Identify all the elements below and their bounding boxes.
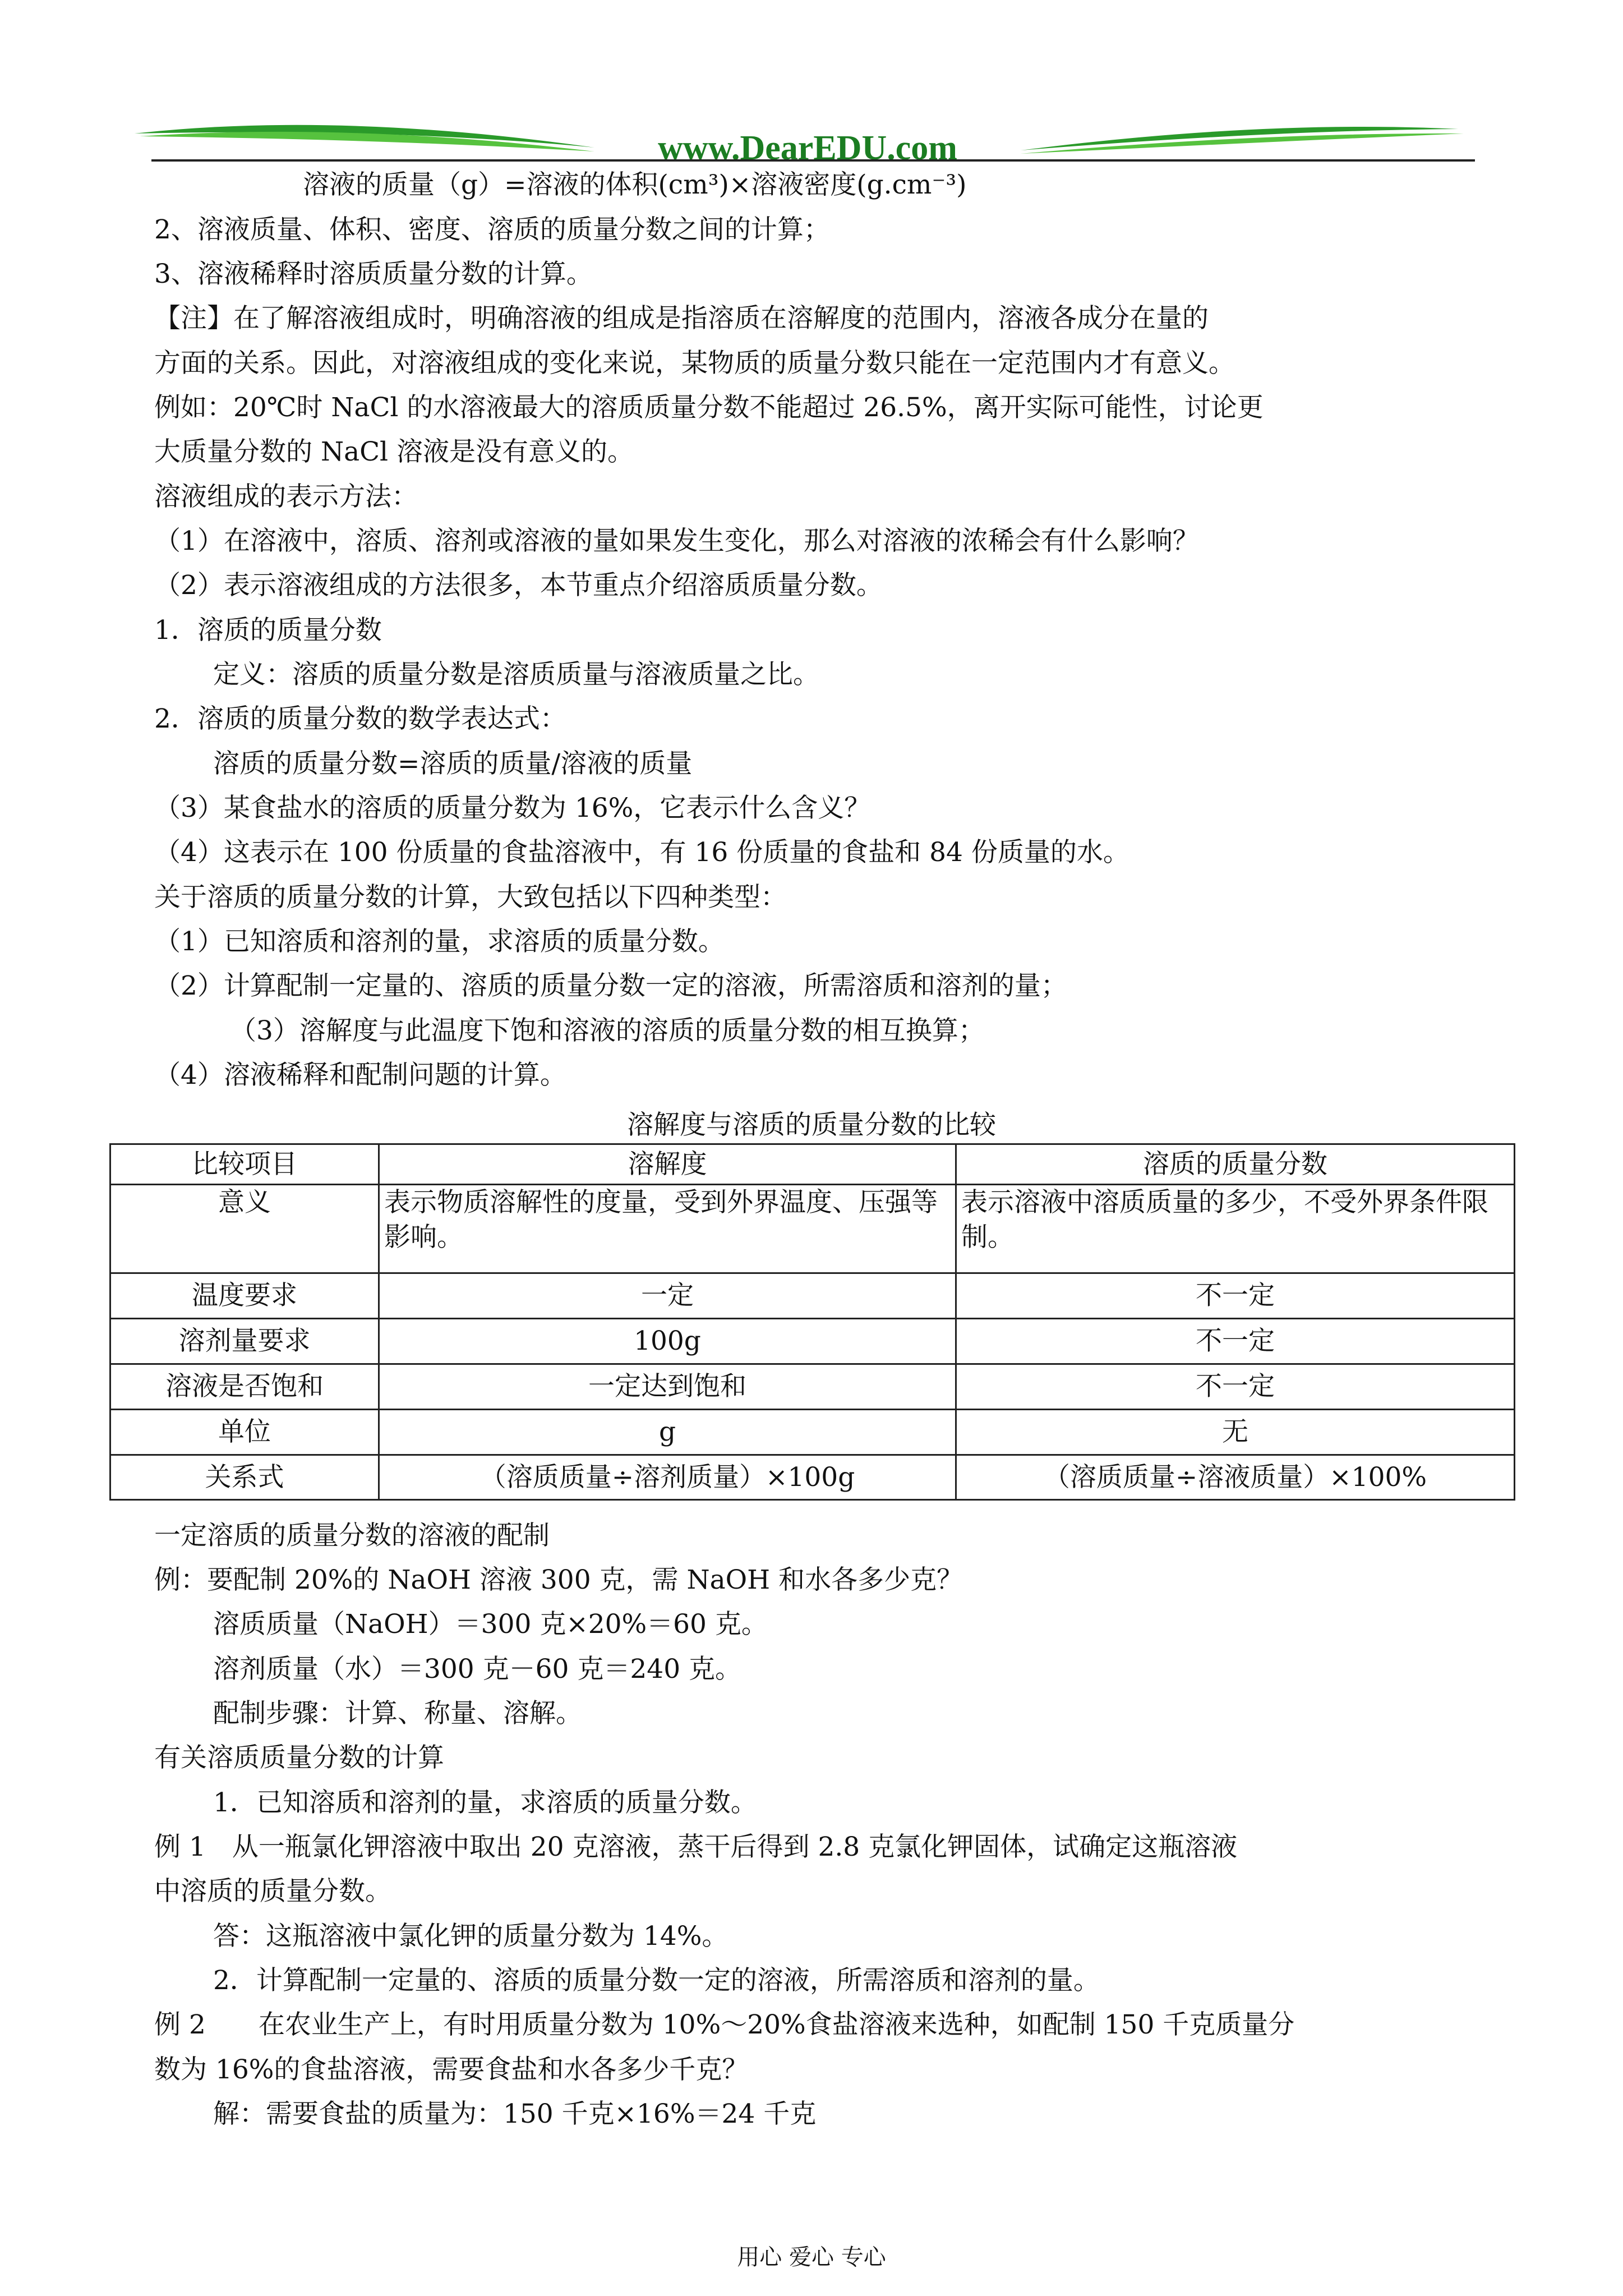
header-cell: 比较项目	[110, 1144, 379, 1185]
answer-line: 答：这瓶溶液中氯化钾的质量分数为 14%。	[213, 1921, 728, 1952]
example-line: 中溶质的质量分数。	[154, 1876, 391, 1907]
text-line: （1）已知溶质和溶剂的量，求溶质的质量分数。	[154, 926, 725, 957]
example-line: 例 2 在农业生产上，有时用质量分数为 10%～20%食盐溶液来选种，如配制 150 千克质量分	[154, 2009, 1295, 2040]
text-line: 定义：溶质的质量分数是溶质质量与溶液质量之比。	[213, 659, 819, 690]
text-line: 2、溶液质量、体积、密度、溶质的质量分数之间的计算；	[154, 214, 830, 245]
example-line: 例 1 从一瓶氯化钾溶液中取出 20 克溶液，蒸干后得到 2.8 克氯化钾固体，试确定这瓶溶液	[154, 1832, 1238, 1862]
text-line: 1．溶质的质量分数	[154, 615, 382, 646]
table-cell: 一定	[379, 1273, 956, 1319]
text-line: （3）溶解度与此温度下饱和溶液的溶质的质量分数的相互换算；	[230, 1015, 985, 1046]
text-line: 溶质质量（NaOH）＝300 克×20%＝60 克。	[213, 1609, 768, 1640]
table-cell: 一定达到饱和	[379, 1364, 956, 1410]
text-line: （4）这表示在 100 份质量的食盐溶液中，有 16 份质量的食盐和 84 份质量的水。	[154, 837, 1129, 868]
table-cell: 100g	[379, 1319, 956, 1364]
text-line: 溶质的质量分数=溶质的质量/溶液的质量	[213, 748, 693, 779]
header-cell: 溶解度	[379, 1144, 956, 1185]
table-row	[110, 1273, 1515, 1319]
section-heading: 一定溶质的质量分数的溶液的配制	[154, 1520, 550, 1551]
table-row	[110, 1455, 1515, 1500]
table-row	[110, 1185, 1515, 1273]
table-header-row	[110, 1144, 1515, 1185]
page-footer: 用心 爱心 专心	[737, 2244, 886, 2270]
text-line: （2）计算配制一定量的、溶质的质量分数一定的溶液，所需溶质和溶剂的量；	[154, 970, 1067, 1001]
table-cell: 单位	[110, 1410, 379, 1455]
table-cell: 溶剂量要求	[110, 1319, 379, 1364]
note-line: 【注】在了解溶液组成时，明确溶液的组成是指溶质在溶解度的范围内，溶液各成分在量的	[154, 303, 1209, 334]
table-row	[110, 1319, 1515, 1364]
text-line: 例：要配制 20%的 NaOH 溶液 300 克，需 NaOH 和水各多少克？	[154, 1565, 963, 1595]
text-line: 关于溶质的质量分数的计算，大致包括以下四种类型：	[154, 882, 787, 913]
text-line: 1．已知溶质和溶剂的量，求溶质的质量分数。	[213, 1787, 757, 1818]
text-line: 2．溶质的质量分数的数学表达式：	[154, 703, 566, 734]
section-heading: 有关溶质质量分数的计算	[154, 1742, 444, 1773]
text-line: 2．计算配制一定量的、溶质的质量分数一定的溶液，所需溶质和溶剂的量。	[213, 1965, 1100, 1996]
text-line: （4）溶液稀释和配制问题的计算。	[154, 1060, 566, 1091]
table-caption: 溶解度与溶质的质量分数的比较	[627, 1110, 996, 1140]
table-cell: （溶质质量÷溶剂质量）×100g	[379, 1455, 956, 1500]
note-line: 例如：20℃时 NaCl 的水溶液最大的溶质质量分数不能超过 26.5%，离开实际可能性，讨论更	[154, 392, 1264, 423]
table-cell: 表示溶液中溶质质量的多少，不受外界条件限制。	[956, 1185, 1515, 1273]
logo-text: www.DearEDU.com	[658, 129, 957, 167]
table-cell: 意义	[110, 1185, 379, 1273]
text-line: 配制步骤：计算、称量、溶解。	[213, 1698, 582, 1729]
table-cell: 温度要求	[110, 1273, 379, 1319]
table-row	[110, 1364, 1515, 1410]
table-cell: 表示物质溶解性的度量，受到外界温度、压强等影响。	[379, 1185, 956, 1273]
solution-line: 解：需要食盐的质量为：150 千克×16%＝24 千克	[213, 2099, 817, 2129]
note-line: 方面的关系。因此，对溶液组成的变化来说，某物质的质量分数只能在一定范围内才有意义。	[154, 348, 1235, 379]
table-cell: （溶质质量÷溶液质量）×100%	[956, 1455, 1515, 1500]
header-rule	[151, 159, 1475, 162]
table-cell: 无	[956, 1410, 1515, 1455]
table-cell: 不一定	[956, 1364, 1515, 1410]
header-cell: 溶质的质量分数	[956, 1144, 1515, 1185]
table-cell: 不一定	[956, 1273, 1515, 1319]
note-line: 大质量分数的 NaCl 溶液是没有意义的。	[154, 436, 634, 467]
formula-line: 溶液的质量（g）=溶液的体积(cm³)×溶液密度(g.cm⁻³)	[303, 169, 967, 200]
text-line: （2）表示溶液组成的方法很多，本节重点介绍溶质质量分数。	[154, 570, 883, 601]
section-heading: 溶液组成的表示方法：	[154, 481, 418, 512]
text-line: 溶剂质量（水）＝300 克－60 克＝240 克。	[213, 1654, 742, 1685]
table-cell: 不一定	[956, 1319, 1515, 1364]
text-line: （3）某食盐水的溶质的质量分数为 16%，它表示什么含义？	[154, 793, 871, 823]
table-row	[110, 1410, 1515, 1455]
text-line: 3、溶液稀释时溶质质量分数的计算。	[154, 259, 593, 289]
text-line: （1）在溶液中，溶质、溶剂或溶液的量如果发生变化，那么对溶液的浓稀会有什么影响？	[154, 526, 1199, 556]
example-line: 数为 16%的食盐溶液，需要食盐和水各多少千克？	[154, 2054, 749, 2085]
comparison-table	[109, 1143, 1515, 1501]
table-cell: 溶液是否饱和	[110, 1364, 379, 1410]
table-cell: g	[379, 1410, 956, 1455]
table-cell: 关系式	[110, 1455, 379, 1500]
